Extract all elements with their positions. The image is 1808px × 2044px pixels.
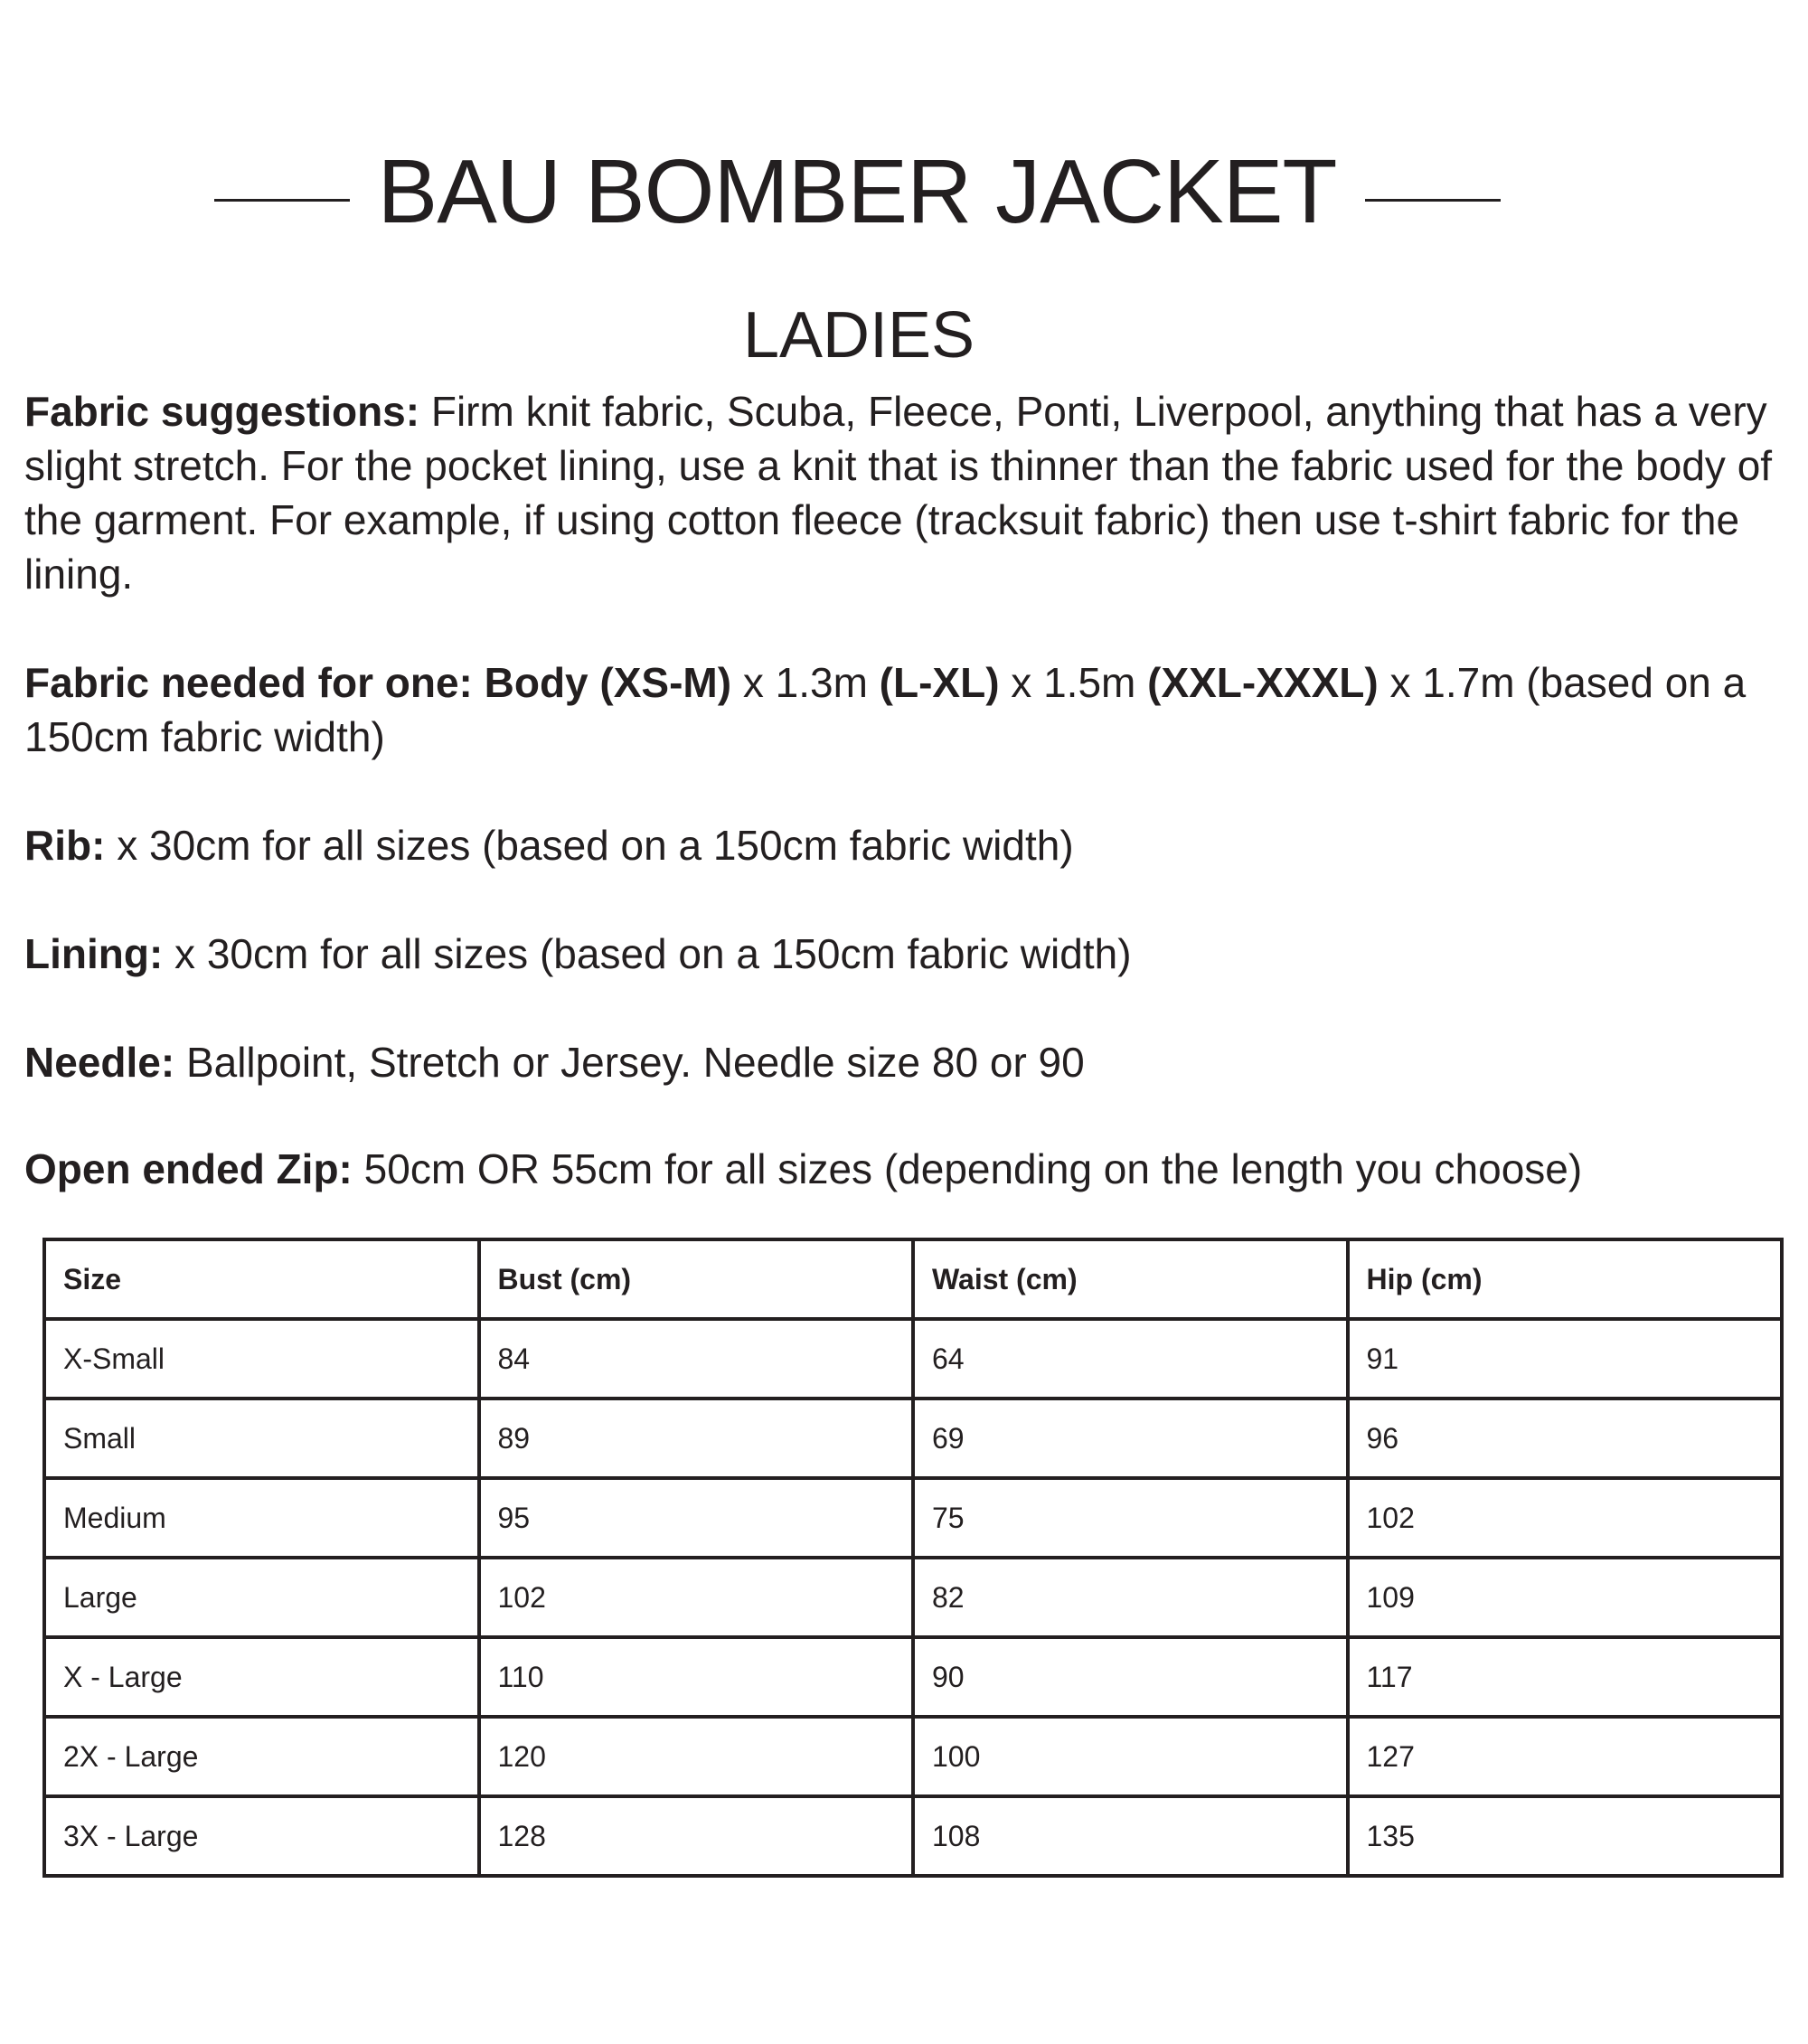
cell-size: X - Large	[44, 1637, 479, 1717]
cell-waist: 90	[913, 1637, 1348, 1717]
fabric-needed-size2-label: (L-XL)	[879, 659, 1000, 706]
cell-waist: 100	[913, 1717, 1348, 1796]
needle-text: Ballpoint, Stretch or Jersey. Needle size 80 or 90	[174, 1039, 1085, 1086]
fabric-suggestions-label: Fabric suggestions:	[24, 388, 420, 435]
fabric-needed-size1-label: Body (XS-M)	[484, 659, 732, 706]
title-rule-left	[214, 199, 350, 202]
title-row	[0, 137, 1808, 246]
table-row	[44, 1319, 1782, 1399]
cell-hip: 117	[1348, 1637, 1783, 1717]
cell-bust: 110	[479, 1637, 914, 1717]
header-bust: Bust (cm)	[479, 1239, 914, 1319]
fabric-suggestions-text: Firm knit fabric, Scuba, Fleece, Ponti, Liverpool, anything that has a very slight stretch. For the pocket lining, use a knit that is thinner than the fabric used for the body of the garment. For example, if using cotton fleece (tracksuit fabric) then use t-shirt fabric for the lining.	[24, 388, 1773, 598]
lining-paragraph	[24, 927, 1801, 981]
lining-label: Lining:	[24, 930, 164, 977]
cell-bust: 89	[479, 1399, 914, 1478]
cell-hip: 102	[1348, 1478, 1783, 1558]
title-rule-right	[1365, 199, 1501, 202]
fabric-needed-size3-label: (XXL-XXXL)	[1147, 659, 1379, 706]
table-row	[44, 1558, 1782, 1637]
cell-size: 3X - Large	[44, 1796, 479, 1876]
fabric-needed-size3-amount: x 1.7m (based on a 150cm fabric width)	[24, 659, 1747, 760]
page-subtitle: LADIES	[742, 299, 975, 372]
lining-text: x 30cm for all sizes (based on a 150cm fabric width)	[163, 930, 1132, 977]
cell-size: Small	[44, 1399, 479, 1478]
fabric-needed-label: Fabric needed for one:	[24, 659, 473, 706]
fabric-needed-paragraph	[24, 655, 1801, 764]
table-header-row	[44, 1239, 1782, 1319]
rib-text: x 30cm for all sizes (based on a 150cm fabric width)	[105, 822, 1074, 869]
cell-bust: 84	[479, 1319, 914, 1399]
zip-label: Open ended Zip:	[24, 1145, 353, 1192]
cell-waist: 64	[913, 1319, 1348, 1399]
header-size: Size	[44, 1239, 479, 1319]
cell-hip: 127	[1348, 1717, 1783, 1796]
size-chart-table	[42, 1238, 1784, 1878]
table-row	[44, 1717, 1782, 1796]
cell-bust: 120	[479, 1717, 914, 1796]
cell-bust: 128	[479, 1796, 914, 1876]
cell-hip: 135	[1348, 1796, 1783, 1876]
zip-text: 50cm OR 55cm for all sizes (depending on the length you choose)	[352, 1145, 1583, 1192]
rib-label: Rib:	[24, 822, 106, 869]
cell-size: X-Small	[44, 1319, 479, 1399]
needle-paragraph	[24, 1035, 1801, 1089]
cell-waist: 69	[913, 1399, 1348, 1478]
needle-label: Needle:	[24, 1039, 175, 1086]
cell-size: 2X - Large	[44, 1717, 479, 1796]
table-row	[44, 1478, 1782, 1558]
cell-size: Large	[44, 1558, 479, 1637]
cell-bust: 95	[479, 1478, 914, 1558]
fabric-needed-size2-amount: x 1.5m	[999, 659, 1148, 706]
fabric-suggestions-paragraph	[24, 384, 1801, 601]
zip-paragraph	[24, 1142, 1801, 1196]
cell-bust: 102	[479, 1558, 914, 1637]
cell-size: Medium	[44, 1478, 479, 1558]
cell-hip: 109	[1348, 1558, 1783, 1637]
page-title: BAU BOMBER JACKET	[377, 141, 1337, 242]
header-waist: Waist (cm)	[913, 1239, 1348, 1319]
table-row	[44, 1637, 1782, 1717]
rib-paragraph	[24, 818, 1801, 872]
table-row	[44, 1399, 1782, 1478]
fabric-needed-size1-amount: x 1.3m	[731, 659, 880, 706]
cell-waist: 108	[913, 1796, 1348, 1876]
cell-waist: 75	[913, 1478, 1348, 1558]
cell-hip: 96	[1348, 1399, 1783, 1478]
header-hip: Hip (cm)	[1348, 1239, 1783, 1319]
cell-waist: 82	[913, 1558, 1348, 1637]
table-row	[44, 1796, 1782, 1876]
cell-hip: 91	[1348, 1319, 1783, 1399]
